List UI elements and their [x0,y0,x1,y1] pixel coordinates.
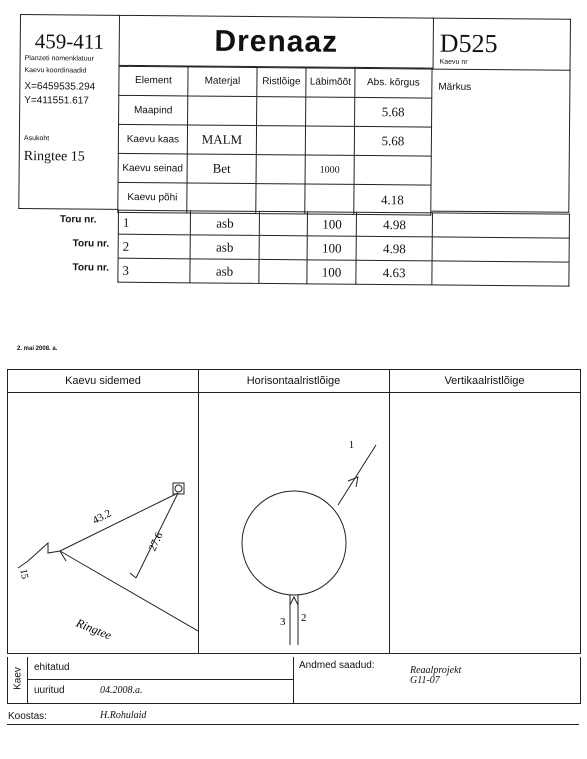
column-divider-2 [389,370,390,653]
location-value: Ringtee 15 [23,149,85,165]
drawing-sheet [7,369,581,654]
well-links-sketch [8,393,198,653]
pipe-no: 3 [118,258,191,283]
row-diameter [305,126,354,155]
pipe-in-line [338,445,376,505]
table-row [119,95,432,127]
pipe-label-2: Toru nr. [72,238,110,250]
pipe-out-number-2: 2 [301,612,307,624]
dist-label-3: 15 [17,568,30,580]
well-number: D525 [439,28,498,59]
header-height: Abs. kõrgus [355,67,432,98]
source-value-1: Reaalprojekt [410,665,462,676]
row-cross [257,97,306,126]
pipe-cross [259,235,308,259]
pipe-out-number: 3 [280,616,286,628]
pipe-diameter: 100 [308,212,357,236]
table-row [118,124,431,156]
pipe-material: asb [190,235,259,260]
pipe-material: asb [190,259,259,284]
dist-label-2: 27.6 [146,530,166,554]
pipe-in-number: 1 [349,440,354,451]
row-material: MALM [187,125,256,155]
street-label: Ringtee [74,615,114,643]
row-element: Maapind [119,95,188,125]
footer-block [7,657,581,704]
pipe-height: 4.98 [356,212,433,237]
header-cross: Ristlõige [257,67,306,97]
footer-underline [7,724,579,725]
row-material: Bet [187,154,256,184]
col-title-links: Kaevu sidemed [65,375,141,387]
well-number-box [432,18,571,71]
pipe-remark [432,237,569,262]
card-title: Drenaaz [214,24,339,59]
row-cross [256,184,305,214]
row-element: Kaevu põhi [118,182,187,213]
tick-mark [130,573,136,578]
source-value-2: G11-07 [410,675,440,686]
kaev-label: Kaev [12,667,24,690]
pipe-diameter: 100 [307,260,356,284]
location-label: Asukoht [23,135,50,143]
well-circle [242,491,346,595]
row-element: Kaevu kaas [118,124,187,154]
row-divider [27,679,293,680]
row-element: Kaevu seinad [118,153,187,183]
row-height: 4.18 [354,184,431,215]
footer-mid-divider [293,657,294,703]
pipe-height: 4.98 [356,236,433,261]
row-material [187,183,256,214]
col-title-horizontal: Horisontaalristlõige [246,375,341,387]
table-row [118,153,431,185]
pipe-no: 1 [118,210,191,235]
pipe-table [117,210,570,287]
remarks-column [431,68,570,213]
studied-value: 04.2008.a. [100,685,143,696]
pipe-section [39,209,570,290]
nomenclature-label: Planzeti nomenklatuur [24,55,94,63]
source-label: Andmed saadud: [299,660,375,671]
row-diameter [305,184,354,214]
date-stamp: 2. mai 2008. a. [17,346,58,352]
header-material: Materjal [188,66,257,97]
pipe-no: 2 [118,234,191,259]
well-number-label: Kaevu nr [439,58,468,66]
horizontal-section-sketch [198,393,389,653]
row-material [188,96,257,126]
nomenclature-number: 459-411 [34,29,105,54]
row-diameter: 1000 [305,155,354,184]
row-height: 5.68 [355,97,432,127]
pipe-diameter: 100 [307,236,356,260]
well-card [18,14,576,219]
pipe-cross [259,211,308,235]
remarks-header: Märkus [438,81,472,93]
pipe-material: asb [191,211,260,236]
info-panel [18,14,120,210]
dist-label-1: 43.2 [90,507,114,527]
coords-label: Kaevu koordinaadid [24,67,87,75]
row-height: 5.68 [354,126,431,156]
pipe-label-1: Toru nr. [59,214,97,226]
row-cross [256,126,305,155]
built-label: ehitatud [34,662,70,673]
header-element: Element [119,65,188,96]
pipe-remark [433,213,570,238]
pipe-height: 4.63 [356,260,433,285]
kaev-divider [27,657,28,703]
building-outline [18,543,60,568]
pipe-label-3: Toru nr. [72,262,110,274]
coord-x: X=6459535.294 [24,81,96,93]
table-row [118,258,569,286]
author-label: Koostas: [8,711,47,722]
studied-label: uuritud [34,685,65,696]
coord-y: Y=411551.617 [24,95,89,107]
row-cross [256,155,305,184]
col-title-vertical: Vertikaalristlõige [444,375,525,387]
header-diameter: Läbimõõt [306,67,355,97]
element-table [117,65,432,216]
pipe-cross [259,259,308,283]
pipe-out-arrow-icon [290,597,298,605]
row-height [354,155,431,185]
row-diameter [306,97,355,126]
author-value: H.Rohulaid [100,710,147,721]
title-box [119,15,434,70]
pipe-remark [432,261,569,286]
well-marker-circle-icon [175,485,182,492]
